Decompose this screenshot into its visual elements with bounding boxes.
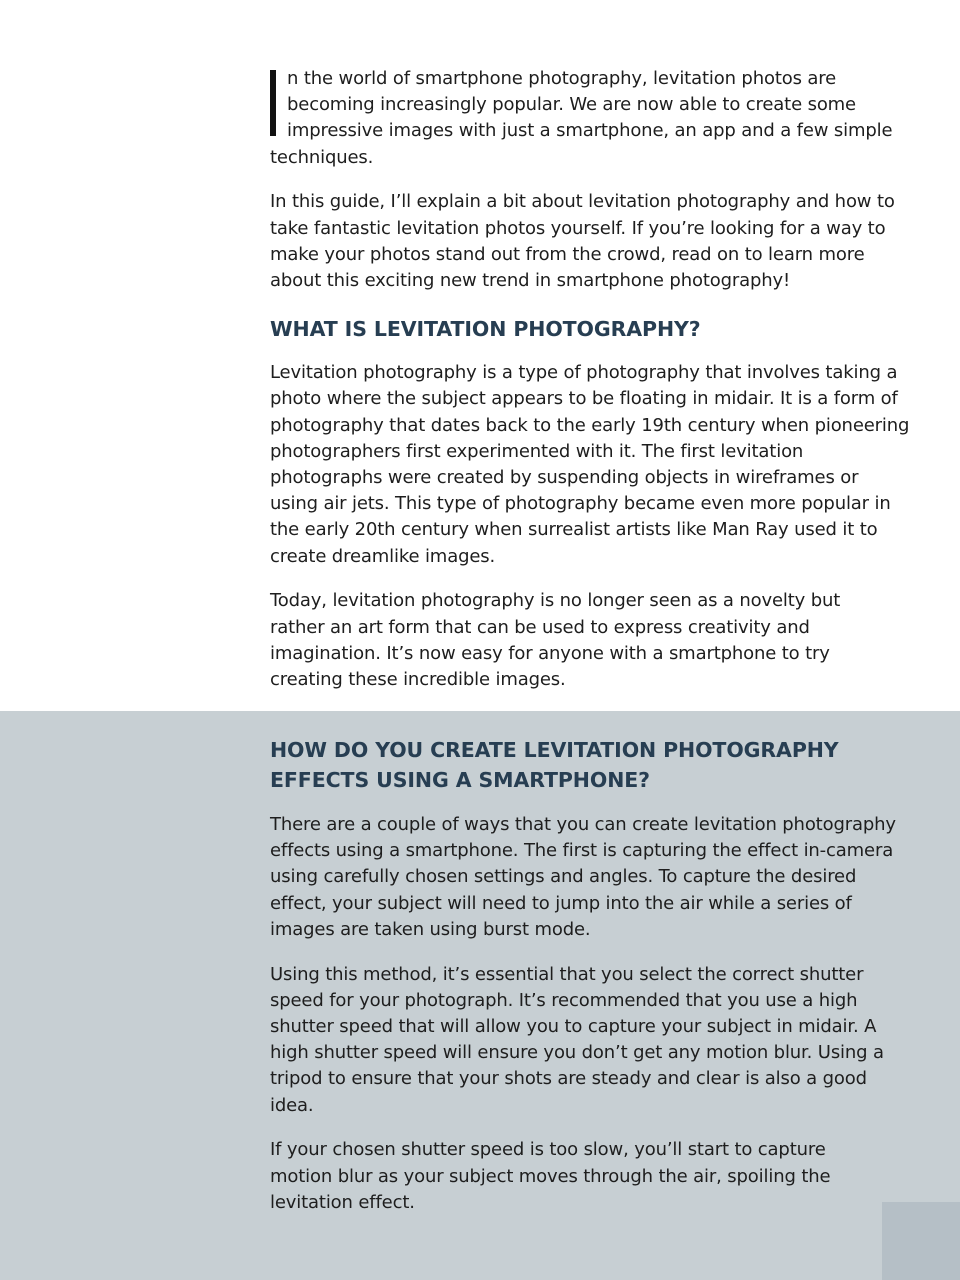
drop-cap-letter — [270, 70, 276, 136]
intro-line-4: techniques. — [270, 146, 374, 168]
heading-what-is: WHAT IS LEVITATION PHOTOGRAPHY? — [270, 317, 701, 342]
how-column — [270, 735, 910, 1216]
intro-column — [270, 66, 910, 693]
what-paragraph-1: Levitation photography is a type of photography that involves taking a photo where the subject appears to be floating in midair. It is a form of photography that dates back to the early 19th century when pioneering photographers first experimented with it. The first levitation photographs were created by suspending objects in wireframes or using air jets. This type of photography became even more popular in the early 20th century when surrealist artists like Man Ray used it to create dreamlike images. — [270, 362, 910, 567]
heading-how-to-line-2: EFFECTS USING A SMARTPHONE? — [270, 768, 650, 792]
heading-how-to-line-1: HOW DO YOU CREATE LEVITATION PHOTOGRAPHY — [270, 738, 839, 762]
how-paragraph-2: Using this method, it’s essential that you select the correct shutter speed for your photograph. It’s recommended that you use a high shutter speed that will allow you to capture your subject in midair. A high shutter speed will ensure you don’t get any motion blur. Using a tripod to ensure that your shots are steady and clear is also a good idea. — [270, 963, 884, 1116]
how-paragraph-3: If your chosen shutter speed is too slow, you’ll start to capture motion blur as your subject moves through the air, spoiling the levitation effect. — [270, 1139, 831, 1213]
what-paragraph-2: Today, levitation photography is no longer seen as a novelty but rather an art form that can be used to express creativity and imagination. It’s now easy for anyone with a smartphone to try creating these incredible images. — [270, 590, 841, 691]
intro-paragraph-2: In this guide, I’ll explain a bit about levitation photography and how to take fantastic levitation photos yourself. If you’re looking for a way to make your photos stand out from the crowd, read on to learn more about this exciting new trend in smartphone photography! — [270, 191, 895, 292]
intro-line-1: n the world of smartphone photography, levitation photos are — [287, 68, 837, 89]
how-paragraph-1: There are a couple of ways that you can create levitation photography effects using a smartphone. The first is capturing the effect in-camera using carefully chosen settings and angles. To capture the desired effect, your subject will need to jump into the air while a series of images are taken using burst mode. — [270, 814, 896, 940]
intro-paragraph-1 — [270, 66, 910, 171]
intro-line-3: impressive images with just a smartphone, an app and a few simple — [287, 120, 893, 142]
intro-line-2: becoming increasingly popular. We are now able to create some — [287, 94, 856, 116]
